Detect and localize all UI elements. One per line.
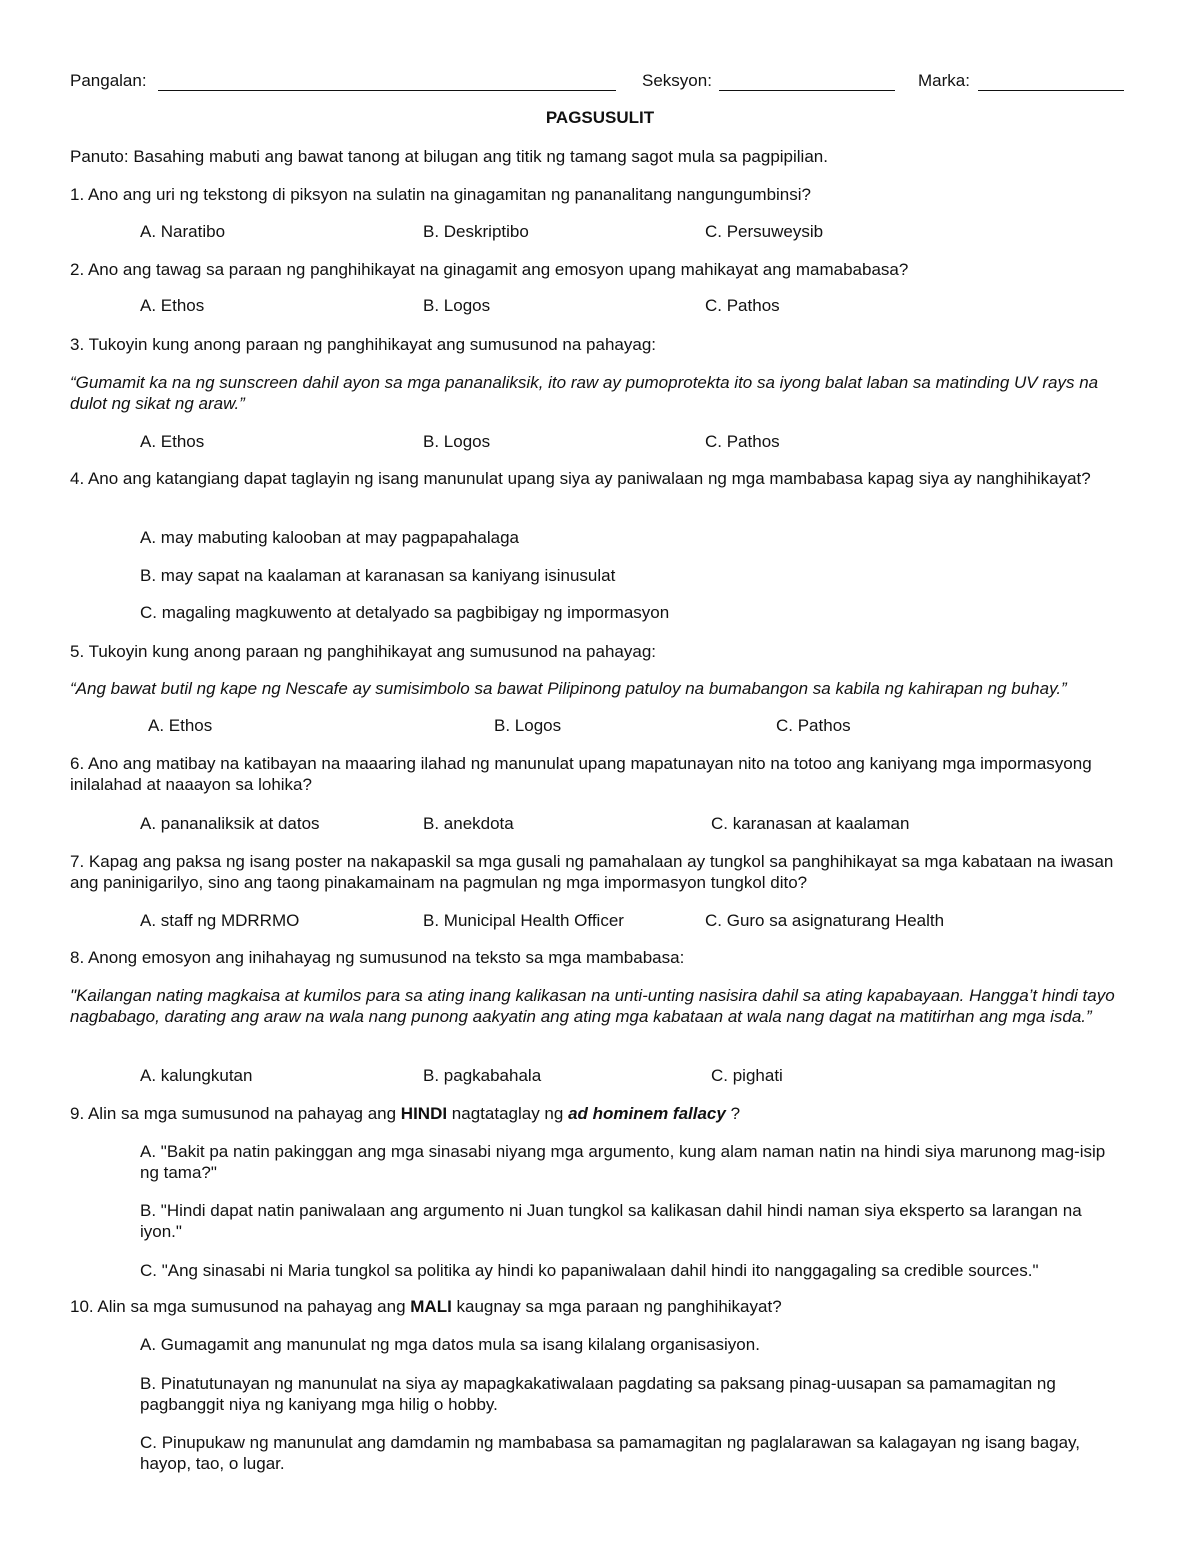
q3-option-a[interactable]: A. Ethos bbox=[140, 432, 205, 451]
question-3: 3. Tukoyin kung anong paraan ng panghihikayat ang sumusunod na pahayag: bbox=[70, 335, 657, 354]
section-label: Seksyon: bbox=[642, 71, 712, 90]
question-4: 4. Ano ang katangiang dapat taglayin ng isang manunulat upang siya ay paniwalaan ng mga mambabasa kapag siya ay nanghihikayat? bbox=[70, 469, 1091, 488]
q8-option-b[interactable]: B. pagkabahala bbox=[423, 1066, 542, 1085]
q4-option-b[interactable]: B. may sapat na kaalaman at karanasan sa kaniyang isinusulat bbox=[140, 566, 616, 585]
q9-term: ad hominem fallacy bbox=[568, 1104, 726, 1123]
question-8: 8. Anong emosyon ang inihahayag ng sumusunod na teksto sa mga mambabasa: bbox=[70, 948, 685, 967]
q9-option-b[interactable]: B. "Hindi dapat natin paniwalaan ang argumento ni Juan tungkol sa kalikasan dahil hindi naman siya eksperto sa larangan na iyon." bbox=[140, 1201, 1082, 1241]
question-7: 7. Kapag ang paksa ng isang poster na nakapaskil sa mga gusali ng pamahalaan ay tungkol sa panghihikayat sa mga kabataan na iwasan ang paninigarilyo, sino ang taong pinakamainam na pagmulan ng mga impormasyon tungkol dito? bbox=[70, 852, 1114, 892]
q3-quote: “Gumamit ka na ng sunscreen dahil ayon sa mga pananaliksik, ito raw ay pumoprotekta ito sa iyong balat laban sa matinding UV rays na dulot ng sikat ng araw.” bbox=[70, 373, 1099, 413]
q2-option-b[interactable]: B. Logos bbox=[423, 296, 491, 315]
name-blank[interactable] bbox=[158, 90, 616, 91]
question-5: 5. Tukoyin kung anong paraan ng panghihikayat ang sumusunod na pahayag: bbox=[70, 642, 657, 661]
q10-option-b[interactable]: B. Pinatutunayan ng manunulat na siya ay mapagkakatiwalaan pagdating sa paksang pinag-uusapan sa pamamagitan ng pagbanggit niya ng kaniyang mga hilig o hobby. bbox=[140, 1374, 1056, 1414]
q10-text-end: kaugnay sa mga paraan ng panghihikayat? bbox=[451, 1297, 782, 1316]
score-blank[interactable] bbox=[978, 90, 1124, 91]
q8-option-a[interactable]: A. kalungkutan bbox=[140, 1066, 253, 1085]
q7-option-c[interactable]: C. Guro sa asignaturang Health bbox=[705, 911, 945, 930]
q5-option-c[interactable]: C. Pathos bbox=[776, 716, 851, 735]
q5-quote: “Ang bawat butil ng kape ng Nescafe ay sumisimbolo sa bawat Pilipinong patuloy na bumabangon sa kabila ng kahirapan ng buhay.” bbox=[70, 679, 1067, 698]
q8-quote: "Kailangan nating magkaisa at kumilos para sa ating inang kalikasan na unti-unting nasisira dahil sa ating kapabayaan. Hangga’t hindi tayo nagbabago, darating ang araw na wala nang punong aakyatin ang ating mga kabataan at wala nang dagat na matitirhan ang mga isda.” bbox=[70, 986, 1115, 1026]
q2-option-c[interactable]: C. Pathos bbox=[705, 296, 780, 315]
question-2: 2. Ano ang tawag sa paraan ng panghihikayat na ginagamit ang emosyon upang mahikayat ang mamababasa? bbox=[70, 260, 909, 279]
name-label: Pangalan: bbox=[70, 71, 147, 90]
q4-option-a[interactable]: A. may mabuting kalooban at may pagpapahalaga bbox=[140, 528, 519, 547]
instructions: Panuto: Basahing mabuti ang bawat tanong at bilugan ang titik ng tamang sagot mula sa pagpipilian. bbox=[70, 147, 828, 166]
q6-option-a[interactable]: A. pananaliksik at datos bbox=[140, 814, 320, 833]
q5-option-a[interactable]: A. Ethos bbox=[148, 716, 213, 735]
question-10 bbox=[70, 1296, 1125, 1317]
q9-text-middle: nagtataglay ng bbox=[447, 1104, 569, 1123]
question-6: 6. Ano ang matibay na katibayan na maaaring ilahad ng manunulat upang mapatunayan nito na totoo ang kaniyang mga impormasyong inilalahad at naaayon sa lohika? bbox=[70, 754, 1092, 794]
q10-text-start: 10. Alin sa mga sumusunod na pahayag ang bbox=[70, 1297, 411, 1316]
q1-option-a[interactable]: A. Naratibo bbox=[140, 222, 226, 241]
q9-emphasis: HINDI bbox=[400, 1104, 448, 1123]
q3-option-b[interactable]: B. Logos bbox=[423, 432, 491, 451]
q10-emphasis: MALI bbox=[410, 1297, 452, 1316]
score-label: Marka: bbox=[918, 71, 970, 90]
q8-option-c[interactable]: C. pighati bbox=[711, 1066, 783, 1085]
q3-option-c[interactable]: C. Pathos bbox=[705, 432, 780, 451]
q9-option-a[interactable]: A. "Bakit pa natin pakinggan ang mga sinasabi niyang mga argumento, kung alam naman natin na hindi siya marunong mag-isip ng tama?" bbox=[140, 1142, 1106, 1182]
q4-option-c[interactable]: C. magaling magkuwento at detalyado sa pagbibigay ng impormasyon bbox=[140, 603, 670, 622]
q6-option-c[interactable]: C. karanasan at kaalaman bbox=[711, 814, 910, 833]
q7-option-b[interactable]: B. Municipal Health Officer bbox=[423, 911, 624, 930]
header-fields bbox=[70, 71, 1125, 95]
q6-option-b[interactable]: B. anekdota bbox=[423, 814, 514, 833]
q1-option-b[interactable]: B. Deskriptibo bbox=[423, 222, 529, 241]
question-1: 1. Ano ang uri ng tekstong di piksyon na sulatin na ginagamitan ng pananalitang nangungumbinsi? bbox=[70, 185, 811, 204]
q9-text-start: 9. Alin sa mga sumusunod na pahayag ang bbox=[70, 1104, 401, 1123]
q9-text-end: ? bbox=[725, 1104, 741, 1123]
q1-option-c[interactable]: C. Persuweysib bbox=[705, 222, 824, 241]
q2-option-a[interactable]: A. Ethos bbox=[140, 296, 205, 315]
q10-option-a[interactable]: A. Gumagamit ang manunulat ng mga datos mula sa isang kilalang organisasiyon. bbox=[140, 1335, 760, 1354]
q10-option-c[interactable]: C. Pinupukaw ng manunulat ang damdamin ng mambabasa sa pamamagitan ng paglalarawan sa kalagayan ng isang bagay, hayop, tao, o lugar. bbox=[140, 1433, 1081, 1473]
question-9 bbox=[70, 1103, 1125, 1124]
q5-option-b[interactable]: B. Logos bbox=[494, 716, 562, 735]
q9-option-c[interactable]: C. "Ang sinasabi ni Maria tungkol sa politika ay hindi ko papaniwalaan dahil hindi ito nanggagaling sa credible sources." bbox=[140, 1261, 1039, 1280]
section-blank[interactable] bbox=[719, 90, 895, 91]
page-title: PAGSUSULIT bbox=[545, 108, 655, 127]
q7-option-a[interactable]: A. staff ng MDRRMO bbox=[140, 911, 300, 930]
